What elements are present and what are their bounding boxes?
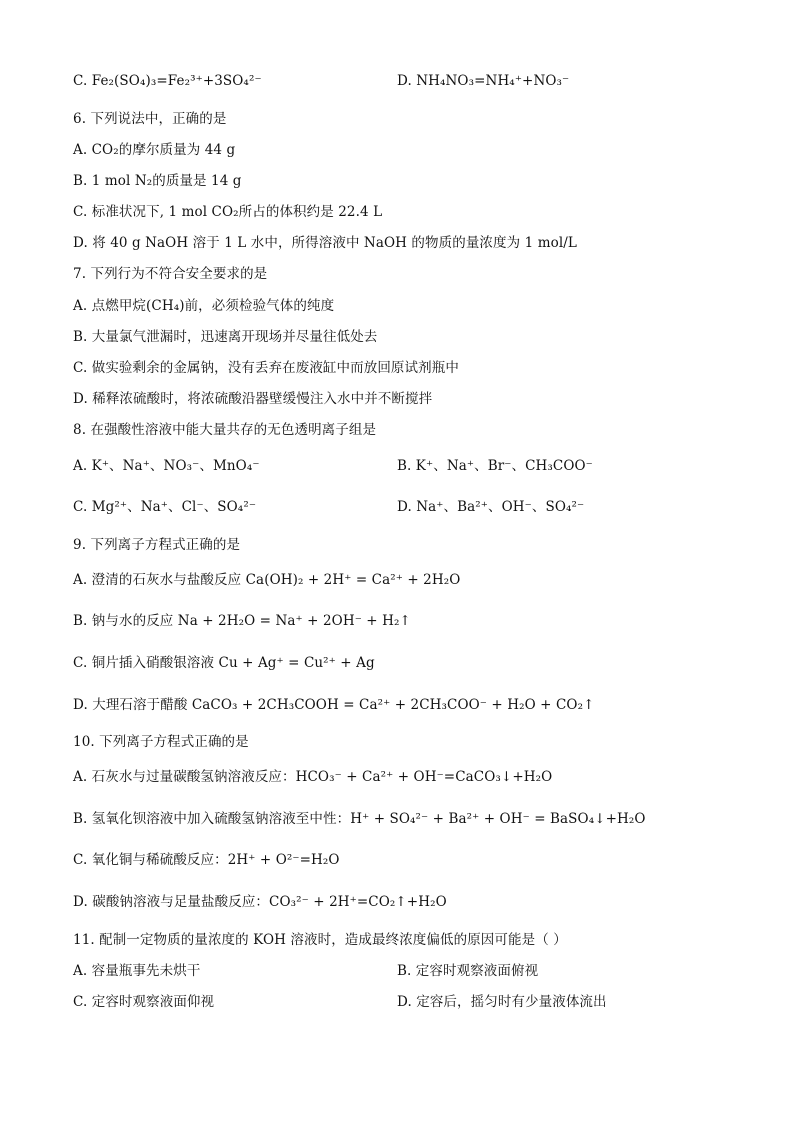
q10-option-c: C. 氧化铜与稀硫酸反应：2H⁺ + O²⁻=H₂O [73, 852, 340, 868]
q10-option-a: A. 石灰水与过量碳酸氢钠溶液反应：HCO₃⁻ + Ca²⁺ + OH⁻=CaCO₃↓+H₂O [73, 769, 553, 785]
q6-stem: 6. 下列说法中，正确的是 [73, 111, 227, 127]
q11-option-c: C. 定容时观察液面仰视 [73, 994, 215, 1010]
q7-option-c: C. 做实验剩余的金属钠，没有丢弃在废液缸中而放回原试剂瓶中 [73, 360, 459, 376]
q5-option-d: D. NH₄NO₃=NH₄⁺+NO₃⁻ [397, 73, 570, 89]
q9-option-a: A. 澄清的石灰水与盐酸反应 Ca(OH)₂ + 2H⁺ = Ca²⁺ + 2H₂O [73, 572, 461, 588]
q6-option-d: D. 将 40 g NaOH 溶于 1 L 水中，所得溶液中 NaOH 的物质的量浓度为 1 mol/L [73, 235, 577, 251]
q10-stem: 10. 下列离子方程式正确的是 [73, 734, 249, 750]
q8-stem: 8. 在强酸性溶液中能大量共存的无色透明离子组是 [73, 422, 377, 438]
q7-option-d: D. 稀释浓硫酸时，将浓硫酸沿器壁缓慢注入水中并不断搅拌 [73, 391, 433, 407]
q9-option-b: B. 钠与水的反应 Na + 2H₂O = Na⁺ + 2OH⁻ + H₂↑ [73, 613, 411, 629]
q11-stem: 11. 配制一定物质的量浓度的 KOH 溶液时，造成最终浓度偏低的原因可能是（ ） [73, 932, 567, 948]
q9-option-d: D. 大理石溶于醋酸 CaCO₃ + 2CH₃COOH = Ca²⁺ + 2CH₃COO⁻ + H₂O + CO₂↑ [73, 697, 595, 713]
q9-option-c: C. 铜片插入硝酸银溶液 Cu + Ag⁺ = Cu²⁺ + Ag [73, 655, 375, 671]
q6-option-b: B. 1 mol N₂的质量是 14 g [73, 173, 242, 189]
q11-option-d: D. 定容后，摇匀时有少量液体流出 [397, 994, 607, 1010]
q8-option-d: D. Na⁺、Ba²⁺、OH⁻、SO₄²⁻ [397, 499, 585, 515]
q6-option-a: A. CO₂的摩尔质量为 44 g [73, 142, 236, 158]
q9-stem: 9. 下列离子方程式正确的是 [73, 537, 241, 553]
q11-option-a: A. 容量瓶事先未烘干 [73, 963, 201, 979]
q7-stem: 7. 下列行为不符合安全要求的是 [73, 266, 268, 282]
q7-option-b: B. 大量氯气泄漏时，迅速离开现场并尽量往低处去 [73, 329, 378, 345]
q8-option-c: C. Mg²⁺、Na⁺、Cl⁻、SO₄²⁻ [73, 499, 257, 515]
q10-option-d: D. 碳酸钠溶液与足量盐酸反应：CO₃²⁻ + 2H⁺=CO₂↑+H₂O [73, 894, 447, 910]
q7-option-a: A. 点燃甲烷(CH₄)前，必须检验气体的纯度 [73, 298, 335, 314]
q8-option-a: A. K⁺、Na⁺、NO₃⁻、MnO₄⁻ [73, 458, 260, 474]
q5-option-c: C. Fe₂(SO₄)₃=Fe₂³⁺+3SO₄²⁻ [73, 73, 262, 89]
q11-option-b: B. 定容时观察液面俯视 [397, 963, 539, 979]
q8-option-b: B. K⁺、Na⁺、Br⁻、CH₃COO⁻ [397, 458, 593, 474]
q10-option-b: B. 氢氧化钡溶液中加入硫酸氢钠溶液至中性：H⁺ + SO₄²⁻ + Ba²⁺ + OH⁻ = BaSO₄↓+H₂O [73, 811, 646, 827]
q6-option-c: C. 标准状况下, 1 mol CO₂所占的体积约是 22.4 L [73, 204, 383, 220]
